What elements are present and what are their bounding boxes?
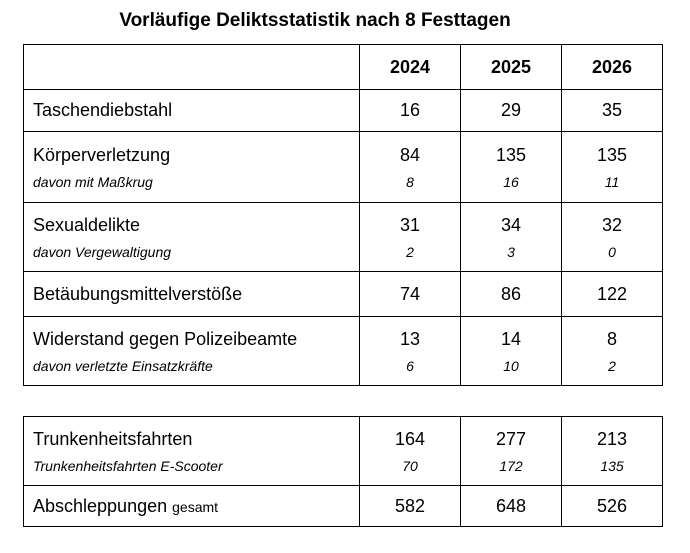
sub-value: 70 [402, 457, 418, 474]
value: 135 [495, 144, 527, 165]
row-label-cell [24, 272, 360, 317]
value: 648 [495, 495, 527, 516]
value-cell [562, 90, 663, 132]
value-cell [562, 272, 663, 317]
header-empty-cell [24, 45, 360, 90]
value: 277 [495, 428, 527, 449]
row-label: Körperverletzung [33, 144, 171, 165]
value-cell [461, 203, 562, 272]
row-label-cell [24, 90, 360, 132]
sub-value: 16 [503, 173, 519, 190]
value: 135 [596, 144, 628, 165]
value-cell [360, 317, 461, 386]
row-label: Trunkenheitsfahrten [33, 428, 193, 449]
year-header-2024 [360, 45, 461, 90]
table-row-betaeubungsmittel [24, 272, 663, 317]
row-label-text: Abschleppungen [33, 495, 168, 516]
value: 122 [596, 283, 628, 304]
row-label-suffix: gesamt [172, 498, 219, 515]
value: 34 [500, 214, 522, 235]
year-header-2025 [461, 45, 562, 90]
value-cell [562, 317, 663, 386]
header-row [24, 45, 663, 90]
value: 13 [399, 328, 421, 349]
value-cell [461, 317, 562, 386]
year-header-2026 [562, 45, 663, 90]
value: 74 [399, 283, 421, 304]
value: 35 [601, 100, 623, 120]
crime-statistics-table [23, 44, 663, 386]
value-cell [461, 132, 562, 203]
value-cell [360, 272, 461, 317]
sub-value: 10 [503, 357, 519, 374]
value: 32 [601, 214, 623, 235]
row-label: Taschendiebstahl [33, 100, 173, 120]
value-cell [360, 486, 461, 527]
value: 86 [500, 283, 522, 304]
row-sub-label: davon Vergewaltigung [33, 243, 172, 260]
value-cell [360, 203, 461, 272]
sub-value: 2 [406, 243, 414, 260]
row-sub-label: davon mit Maßkrug [33, 173, 153, 190]
value-cell [461, 417, 562, 486]
value-cell [360, 417, 461, 486]
value: 31 [399, 214, 421, 235]
sub-value: 8 [406, 173, 414, 190]
year-label: 2026 [591, 56, 633, 77]
row-label-cell [24, 132, 360, 203]
table-row-abschleppungen [24, 486, 663, 527]
row-label: Sexualdelikte [33, 214, 141, 235]
value-cell [562, 203, 663, 272]
value-cell [562, 486, 663, 527]
sub-value: 11 [604, 173, 620, 190]
row-label-cell [24, 317, 360, 386]
table-row-koerperverletzung [24, 132, 663, 203]
table-row-taschendiebstahl [24, 90, 663, 132]
sub-value: 6 [406, 357, 414, 374]
value: 213 [596, 428, 628, 449]
value-cell [360, 90, 461, 132]
value: 8 [606, 328, 617, 349]
value-cell [562, 132, 663, 203]
value: 16 [399, 100, 421, 120]
page-title: Vorläufige Deliktsstatistik nach 8 Festtagen [119, 10, 511, 31]
sub-value: 2 [608, 357, 616, 374]
value-cell [562, 417, 663, 486]
row-label [24, 496, 359, 517]
value: 582 [394, 495, 426, 516]
sub-value: 3 [507, 243, 515, 260]
value: 526 [596, 495, 628, 516]
table-row-widerstand [24, 317, 663, 386]
sub-value: 135 [600, 457, 624, 474]
row-sub-label: Trunkenheitsfahrten E-Scooter [33, 457, 223, 474]
value-cell [461, 272, 562, 317]
value-cell [360, 132, 461, 203]
row-label: Betäubungsmittelverstöße [33, 283, 243, 304]
year-label: 2024 [389, 56, 431, 77]
sub-value: 172 [499, 457, 523, 474]
value: 84 [399, 144, 421, 165]
row-label: Widerstand gegen Polizeibeamte [33, 328, 298, 349]
year-label: 2025 [490, 56, 532, 77]
row-sub-label: davon verletzte Einsatzkräfte [33, 357, 213, 374]
sub-value: 0 [608, 243, 616, 260]
value-cell [461, 90, 562, 132]
table-row-sexualdelikte [24, 203, 663, 272]
value: 164 [394, 428, 426, 449]
row-label-cell [24, 203, 360, 272]
value: 29 [500, 100, 522, 120]
row-label-cell [24, 417, 360, 486]
value-cell [461, 486, 562, 527]
table-row-trunkenheitsfahrten [24, 417, 663, 486]
value: 14 [500, 328, 522, 349]
row-label-cell [24, 486, 360, 527]
traffic-statistics-table [23, 416, 663, 527]
